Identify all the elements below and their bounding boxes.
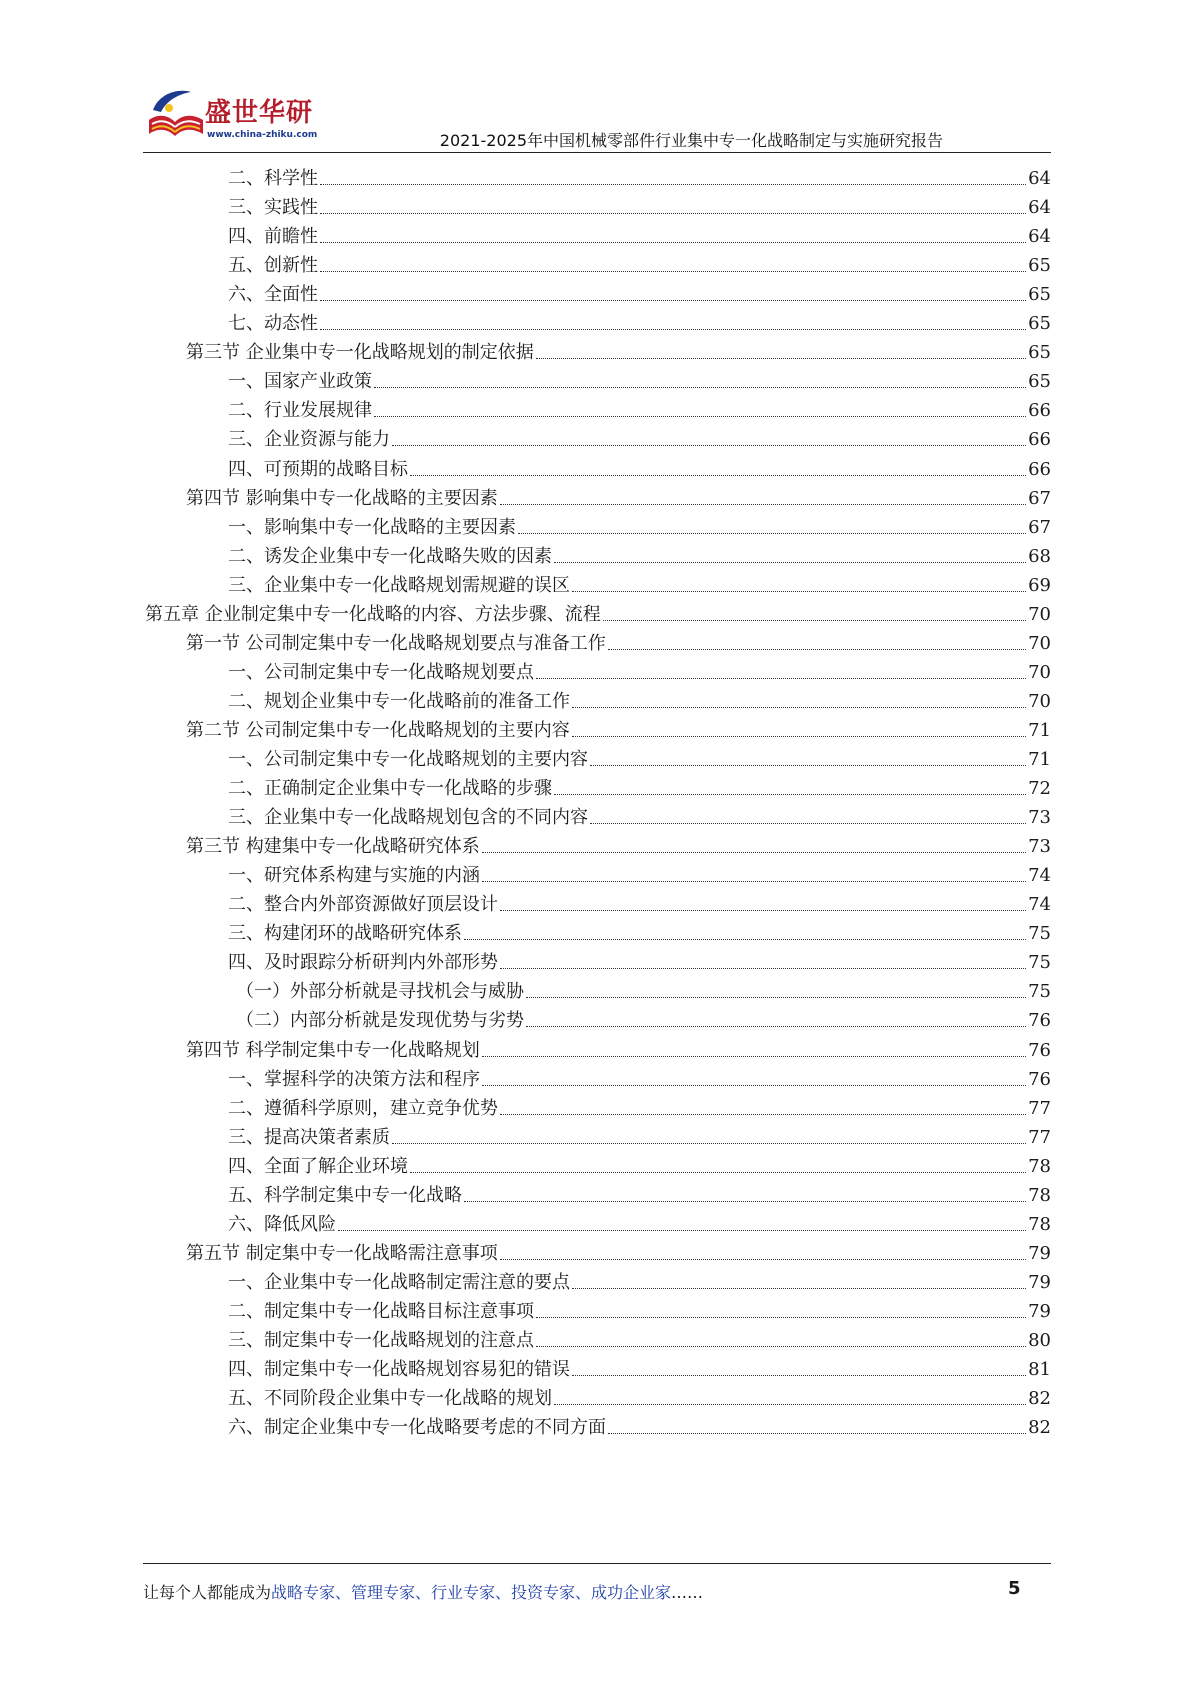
toc-entry[interactable] (228, 509, 1051, 539)
toc-leader-dots (554, 794, 1026, 795)
footer-slogan (143, 1580, 703, 1603)
toc-leader-dots (536, 678, 1026, 679)
toc-entry[interactable] (228, 683, 1051, 713)
toc-entry[interactable] (228, 915, 1051, 945)
toc-entry-title: 三、企业集中专一化战略规划包含的不同内容 (228, 807, 588, 829)
toc-entry-title: 二、规划企业集中专一化战略前的准备工作 (228, 690, 570, 712)
toc-leader-dots (518, 533, 1026, 534)
toc-leader-dots (374, 416, 1026, 417)
toc-entry[interactable] (228, 1119, 1051, 1149)
toc-entry-page: 76 (1028, 1068, 1051, 1090)
toc-leader-dots (572, 1288, 1026, 1289)
toc-leader-dots (320, 329, 1026, 330)
toc-leader-dots (500, 1259, 1026, 1260)
toc-leader-dots (482, 852, 1026, 853)
toc-entry[interactable] (186, 625, 1051, 655)
toc-leader-dots (572, 591, 1026, 592)
toc-entry[interactable] (228, 1148, 1051, 1178)
toc-entry-page: 75 (1028, 952, 1051, 974)
toc-entry-page: 78 (1028, 1213, 1051, 1235)
toc-entry-page: 73 (1028, 836, 1051, 858)
toc-entry-title: 六、制定企业集中专一化战略要考虑的不同方面 (228, 1417, 606, 1439)
toc-leader-dots (374, 387, 1026, 388)
toc-entry-page: 75 (1028, 981, 1051, 1003)
toc-entry[interactable] (228, 451, 1051, 481)
toc-entry-title: 三、制定集中专一化战略规划的注意点 (228, 1330, 534, 1351)
toc-entry-title: 三、企业集中专一化战略规划需规避的误区 (228, 574, 570, 596)
toc-entry-title: 二、诱发企业集中专一化战略失败的因素 (228, 545, 552, 567)
footer-divider (143, 1563, 1051, 1564)
toc-entry-title: 一、国家产业政策 (228, 371, 372, 393)
toc-entry-title: 六、全面性 (228, 284, 318, 306)
logo-book-icon (143, 84, 207, 148)
toc-entry-title: 第四节 影响集中专一化战略的主要因素 (186, 487, 498, 509)
toc-leader-dots (320, 184, 1026, 185)
toc-entry-page: 77 (1028, 1126, 1051, 1148)
toc-entry[interactable] (228, 392, 1051, 422)
toc-entry[interactable] (228, 363, 1051, 393)
toc-entry-page: 68 (1028, 545, 1051, 567)
toc-entry[interactable] (228, 1206, 1051, 1236)
toc-leader-dots (392, 445, 1026, 446)
toc-entry-page: 65 (1028, 284, 1051, 306)
toc-entry-title: 五、科学制定集中专一化战略 (228, 1184, 462, 1206)
toc-leader-dots (554, 562, 1026, 563)
toc-leader-dots (338, 1230, 1026, 1231)
toc-entry[interactable] (228, 654, 1051, 684)
toc-leader-dots (482, 1085, 1026, 1086)
toc-entry[interactable] (228, 799, 1051, 829)
toc-entry-title: 二、科学性 (228, 168, 318, 189)
toc-entry-page: 64 (1028, 226, 1051, 248)
toc-entry[interactable] (228, 538, 1051, 568)
toc-entry-page: 79 (1028, 1242, 1051, 1264)
toc-entry-page: 73 (1028, 807, 1051, 829)
toc-entry-title: 一、影响集中专一化战略的主要因素 (228, 516, 516, 538)
toc-entry[interactable] (236, 973, 1051, 1003)
toc-entry-title: 一、企业集中专一化战略制定需注意的要点 (228, 1271, 570, 1293)
toc-leader-dots (608, 649, 1026, 650)
toc-entry[interactable] (228, 857, 1051, 887)
toc-leader-dots (410, 475, 1026, 476)
toc-entry-page: 80 (1028, 1330, 1051, 1351)
toc-leader-dots (392, 1143, 1026, 1144)
toc-entry-page: 77 (1028, 1097, 1051, 1119)
toc-entry-title: 第三节 构建集中专一化战略研究体系 (186, 836, 480, 858)
toc-entry[interactable] (228, 218, 1051, 248)
toc-entry[interactable] (228, 886, 1051, 916)
toc-entry-page: 70 (1028, 661, 1051, 683)
toc-leader-dots (320, 213, 1026, 214)
toc-leader-dots (482, 1056, 1026, 1057)
toc-entry-page: 67 (1028, 516, 1051, 538)
slogan-suffix: …… (671, 1583, 704, 1602)
toc-entry[interactable] (228, 1322, 1051, 1352)
toc-leader-dots (536, 1346, 1026, 1347)
toc-leader-dots (572, 1375, 1026, 1376)
toc-entry[interactable] (145, 596, 1051, 626)
slogan-prefix: 让每个人都能成为 (143, 1583, 272, 1602)
toc-leader-dots (572, 707, 1026, 708)
header-divider (143, 152, 1051, 153)
toc-entry-title: （一）外部分析就是寻找机会与威胁 (236, 981, 524, 1003)
toc-entry[interactable] (228, 770, 1051, 800)
toc-entry-page: 70 (1028, 632, 1051, 654)
toc-entry-title: 四、可预期的战略目标 (228, 458, 408, 480)
toc-entry-title: 三、提高决策者素质 (228, 1126, 390, 1148)
report-title: 2021-2025年中国机械零部件行业集中专一化战略制定与实施研究报告 (439, 131, 943, 150)
toc-entry[interactable] (186, 1032, 1051, 1062)
toc-entry-page: 82 (1028, 1417, 1051, 1439)
toc-entry[interactable] (228, 276, 1051, 306)
toc-entry-page: 65 (1028, 313, 1051, 335)
toc-entry-title: 五、创新性 (228, 255, 318, 277)
toc-entry[interactable] (228, 1293, 1051, 1323)
toc-entry[interactable] (228, 741, 1051, 771)
toc-entry-title: 一、研究体系构建与实施的内涵 (228, 865, 480, 887)
toc-entry-page: 81 (1028, 1359, 1051, 1381)
toc-entry-title: 四、及时跟踪分析研判内外部形势 (228, 952, 498, 974)
toc-leader-dots (590, 823, 1026, 824)
toc-entry-title: 七、动态性 (228, 313, 318, 335)
toc-entry[interactable] (186, 712, 1051, 742)
toc-leader-dots (320, 300, 1026, 301)
toc-entry[interactable] (228, 1177, 1051, 1207)
toc-entry[interactable] (228, 160, 1051, 190)
toc-leader-dots (536, 1317, 1026, 1318)
company-logo (143, 84, 318, 148)
toc-entry-page: 78 (1028, 1184, 1051, 1206)
toc-entry-title: 三、企业资源与能力 (228, 429, 390, 451)
toc-entry[interactable] (228, 189, 1051, 219)
toc-entry-page: 66 (1028, 458, 1051, 480)
toc-entry-page: 76 (1028, 1039, 1051, 1061)
toc-entry-page: 65 (1028, 255, 1051, 277)
toc-entry[interactable] (228, 305, 1051, 335)
toc-entry-title: 第三节 企业集中专一化战略规划的制定依据 (186, 342, 534, 364)
toc-leader-dots (320, 242, 1026, 243)
toc-leader-dots (320, 271, 1026, 272)
toc-entry[interactable] (228, 1351, 1051, 1381)
slogan-highlight: 战略专家、管理专家、行业专家、投资专家、成功企业家 (271, 1583, 672, 1602)
toc-leader-dots (500, 504, 1026, 505)
toc-entry[interactable] (228, 1061, 1051, 1091)
toc-entry[interactable] (228, 1409, 1051, 1439)
toc-leader-dots (572, 736, 1026, 737)
toc-entry-title: 二、遵循科学原则，建立竞争优势 (228, 1097, 498, 1119)
toc-entry-page: 65 (1028, 342, 1051, 364)
toc-entry-title: 六、降低风险 (228, 1213, 336, 1235)
toc-leader-dots (603, 620, 1026, 621)
toc-entry-title: 第五节 制定集中专一化战略需注意事项 (186, 1242, 498, 1264)
toc-entry[interactable] (186, 480, 1051, 510)
toc-entry[interactable] (186, 1235, 1051, 1265)
toc-leader-dots (464, 1201, 1026, 1202)
toc-leader-dots (482, 881, 1026, 882)
toc-entry-title: 第四节 科学制定集中专一化战略规划 (186, 1039, 480, 1061)
toc-entry[interactable] (228, 944, 1051, 974)
toc-entry-page: 79 (1028, 1271, 1051, 1293)
toc-entry-page: 78 (1028, 1155, 1051, 1177)
toc-entry-page: 79 (1028, 1300, 1051, 1322)
toc-entry-title: 二、行业发展规律 (228, 400, 372, 422)
toc-entry-title: 二、整合内外部资源做好顶层设计 (228, 894, 498, 916)
toc-entry-title: 二、正确制定企业集中专一化战略的步骤 (228, 778, 552, 800)
toc-entry-page: 72 (1028, 778, 1051, 800)
toc-entry-title: 一、公司制定集中专一化战略规划的主要内容 (228, 749, 588, 770)
toc-entry-page: 71 (1028, 719, 1051, 741)
toc-entry-title: 五、不同阶段企业集中专一化战略的规划 (228, 1388, 552, 1410)
toc-entry[interactable] (228, 567, 1051, 597)
toc-entry[interactable] (186, 334, 1051, 364)
toc-entry-title: 四、全面了解企业环境 (228, 1155, 408, 1177)
logo-url: www.china-zhiku.com (207, 130, 318, 140)
toc-entry-title: 三、构建闭环的战略研究体系 (228, 923, 462, 945)
toc-entry-page: 75 (1028, 923, 1051, 945)
toc-entry[interactable] (236, 1002, 1051, 1032)
toc-leader-dots (536, 358, 1026, 359)
page-header (0, 0, 1191, 150)
toc-entry[interactable] (228, 1264, 1051, 1294)
toc-entry[interactable] (228, 1380, 1051, 1410)
toc-leader-dots (608, 1433, 1026, 1434)
toc-entry-page: 70 (1028, 690, 1051, 712)
logo-name: 盛世华研 (205, 98, 314, 128)
toc-leader-dots (500, 910, 1026, 911)
toc-entry-title: 第五章 企业制定集中专一化战略的内容、方法步骤、流程 (145, 603, 601, 625)
toc-leader-dots (590, 765, 1026, 766)
toc-entry-page: 66 (1028, 400, 1051, 422)
toc-entry-title: 第一节 公司制定集中专一化战略规划要点与准备工作 (186, 632, 606, 654)
toc-entry-title: 一、公司制定集中专一化战略规划要点 (228, 661, 534, 683)
toc-entry-page: 64 (1028, 197, 1051, 219)
toc-leader-dots (526, 997, 1026, 998)
toc-entry-page: 76 (1028, 1010, 1051, 1032)
toc-entry[interactable] (228, 247, 1051, 277)
toc-entry-page: 65 (1028, 371, 1051, 393)
toc-leader-dots (410, 1172, 1026, 1173)
toc-entry-page: 82 (1028, 1388, 1051, 1410)
toc-entry-page: 71 (1028, 749, 1051, 770)
toc-leader-dots (464, 939, 1026, 940)
toc-entry-title: 四、制定集中专一化战略规划容易犯的错误 (228, 1359, 570, 1381)
toc-entry-page: 66 (1028, 429, 1051, 451)
toc-entry[interactable] (228, 421, 1051, 451)
toc-entry-title: 四、前瞻性 (228, 226, 318, 248)
toc-leader-dots (526, 1026, 1026, 1027)
toc-entry-page: 69 (1028, 574, 1051, 596)
toc-entry[interactable] (228, 1090, 1051, 1120)
toc-entry-page: 67 (1028, 487, 1051, 509)
toc-entry-title: 一、掌握科学的决策方法和程序 (228, 1068, 480, 1090)
page-number: 5 (1008, 1578, 1021, 1599)
toc-entry-title: 三、实践性 (228, 197, 318, 219)
toc-entry-title: 二、制定集中专一化战略目标注意事项 (228, 1300, 534, 1322)
toc-entry-page: 74 (1028, 894, 1051, 916)
toc-entry-page: 70 (1028, 603, 1051, 625)
toc-leader-dots (554, 1404, 1026, 1405)
toc-entry-page: 74 (1028, 865, 1051, 887)
toc-entry-title: 第二节 公司制定集中专一化战略规划的主要内容 (186, 719, 570, 741)
toc-leader-dots (500, 1114, 1026, 1115)
toc-entry-title: （二）内部分析就是发现优势与劣势 (236, 1010, 524, 1032)
toc-leader-dots (500, 968, 1026, 969)
toc-entry[interactable] (186, 828, 1051, 858)
toc-entry-page: 64 (1028, 168, 1051, 189)
